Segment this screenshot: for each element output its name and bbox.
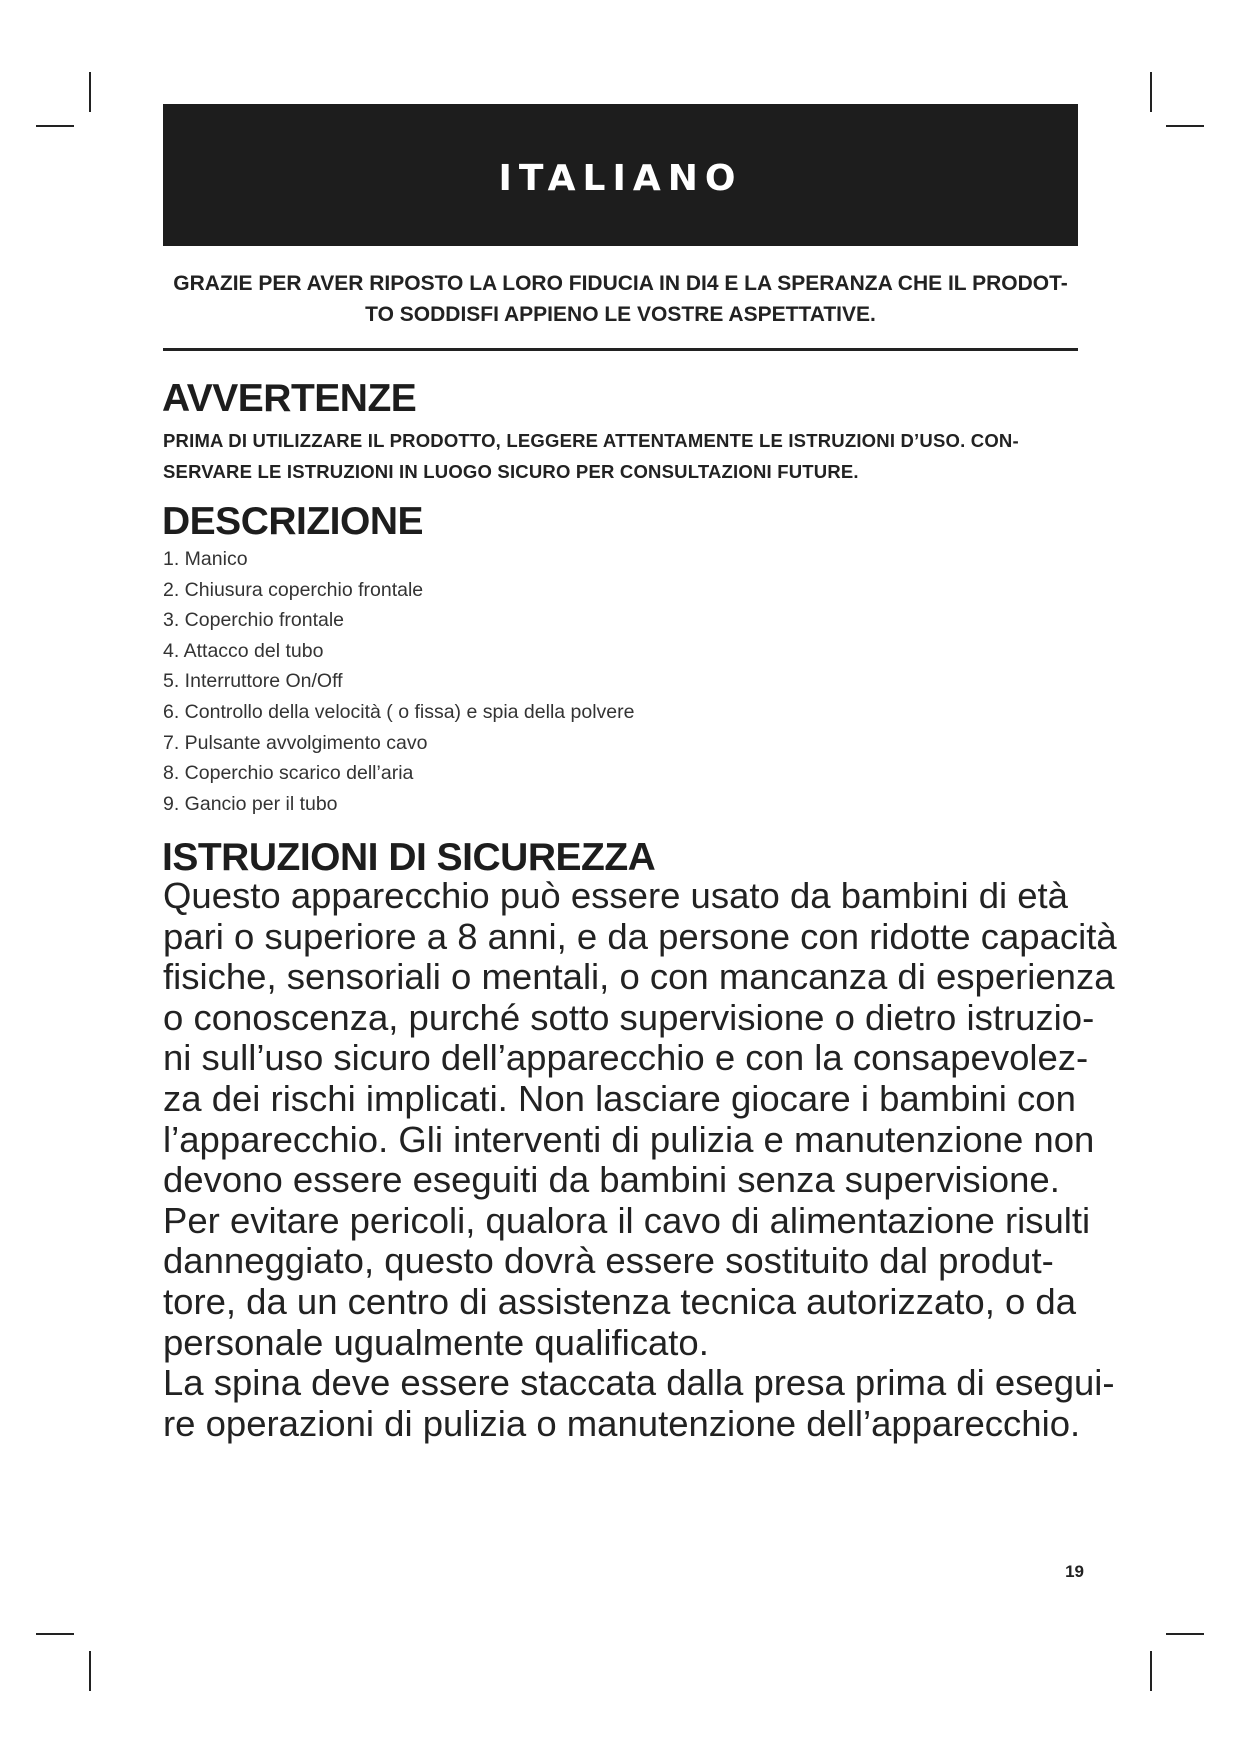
safety-line: La spina deve essere staccata dalla presa prima di esegui- bbox=[163, 1362, 1115, 1404]
safety-line: o conoscenza, purché sotto supervisione o dietro istruzio- bbox=[163, 996, 1095, 1038]
intro-line: TO SODDISFI APPIENO LE VOSTRE ASPETTATIVE. bbox=[365, 303, 876, 326]
description-heading: DESCRIZIONE bbox=[162, 500, 424, 543]
list-item: 6. Controllo della velocità ( o fissa) e spia della polvere bbox=[163, 700, 635, 723]
warnings-line: SERVARE LE ISTRUZIONI IN LUOGO SICURO PER CONSULTAZIONI FUTURE. bbox=[163, 461, 859, 482]
safety-text bbox=[163, 875, 1117, 1444]
language-banner bbox=[163, 104, 1078, 246]
intro-line: GRAZIE PER AVER RIPOSTO LA LORO FIDUCIA IN DI4 E LA SPERANZA CHE IL PRODOT- bbox=[173, 272, 1068, 295]
crop-mark bbox=[1150, 72, 1152, 112]
safety-line: re operazioni di pulizia o manutenzione dell’apparecchio. bbox=[163, 1402, 1081, 1444]
safety-line: tore, da un centro di assistenza tecnica autorizzato, o da bbox=[163, 1280, 1077, 1322]
crop-mark bbox=[89, 1651, 91, 1691]
list-item: 5. Interruttore On/Off bbox=[163, 670, 343, 693]
description-list bbox=[163, 544, 635, 819]
crop-mark bbox=[89, 72, 91, 112]
list-item: 4. Attacco del tubo bbox=[163, 639, 324, 662]
safety-line: personale ugualmente qualificato. bbox=[163, 1321, 709, 1363]
list-item: 8. Coperchio scarico dell’aria bbox=[163, 762, 414, 785]
safety-line: danneggiato, questo dovrà essere sostituito dal produt- bbox=[163, 1240, 1054, 1282]
safety-line: pari o superiore a 8 anni, e da persone con ridotte capacità bbox=[163, 915, 1117, 957]
warnings-text bbox=[163, 425, 1078, 487]
crop-mark bbox=[1166, 1633, 1204, 1635]
safety-heading: ISTRUZIONI DI SICUREZZA bbox=[162, 836, 656, 879]
warnings-line: PRIMA DI UTILIZZARE IL PRODOTTO, LEGGERE ATTENTAMENTE LE ISTRUZIONI D’USO. CON- bbox=[163, 430, 1019, 451]
intro-message bbox=[163, 268, 1078, 330]
list-item: 3. Coperchio frontale bbox=[163, 609, 345, 632]
crop-mark bbox=[36, 1633, 74, 1635]
safety-line: devono essere eseguiti da bambini senza supervisione. bbox=[163, 1159, 1060, 1201]
crop-mark bbox=[1150, 1651, 1152, 1691]
safety-line: Questo apparecchio può essere usato da bambini di età bbox=[163, 875, 1068, 916]
safety-line: ni sull’uso sicuro dell’apparecchio e con la consapevolez- bbox=[163, 1037, 1089, 1079]
safety-line: za dei rischi implicati. Non lasciare giocare i bambini con bbox=[163, 1077, 1076, 1119]
list-item: 7. Pulsante avvolgimento cavo bbox=[163, 731, 428, 754]
crop-mark bbox=[36, 125, 74, 127]
list-item: 2. Chiusura coperchio frontale bbox=[163, 578, 424, 601]
language-title: ITALIANO bbox=[498, 157, 743, 199]
crop-mark bbox=[1166, 125, 1204, 127]
list-item: 9. Gancio per il tubo bbox=[163, 792, 338, 815]
list-item: 1. Manico bbox=[163, 548, 248, 570]
page-number: 19 bbox=[1065, 1562, 1084, 1581]
divider bbox=[163, 348, 1078, 351]
safety-line: l’apparecchio. Gli interventi di pulizia e manutenzione non bbox=[163, 1118, 1095, 1160]
warnings-heading: AVVERTENZE bbox=[162, 377, 417, 420]
safety-line: Per evitare pericoli, qualora il cavo di alimentazione risulti bbox=[163, 1199, 1091, 1241]
safety-line: fisiche, sensoriali o mentali, o con mancanza di esperienza bbox=[163, 956, 1115, 998]
